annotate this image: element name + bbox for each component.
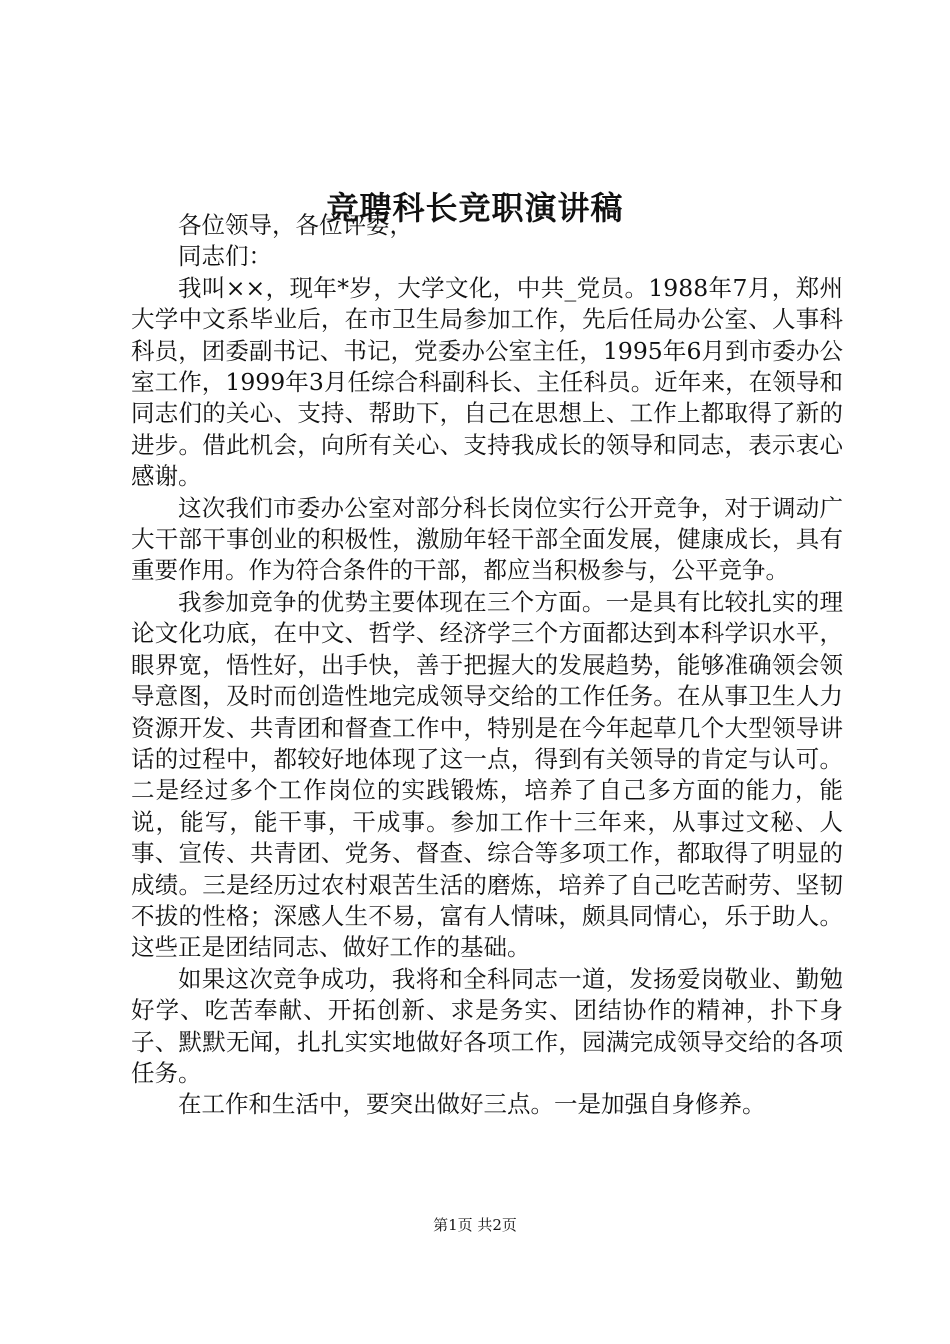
body-paragraph-2: 这次我们市委办公室对部分科长岗位实行公开竞争，对于调动广大干部干事创业的积极性，激励年轻干部全面发展，健康成长，具有重要作用。作为符合条件的干部，都应当积极参与，公平竞争。 <box>131 493 843 585</box>
greeting-line: 同志们： <box>178 242 272 271</box>
page-number-footer: 第1页 共2页 <box>433 1216 517 1234</box>
document-title: 竞聘科长竞职演讲稿 <box>326 189 624 227</box>
body-paragraph-4: 如果这次竞争成功，我将和全科同志一道，发扬爱岗敬业、勤勉好学、吃苦奉献、开拓创新、求是务实、团结协作的精神，扑下身子、默默无闻，扎扎实实地做好各项工作，园满完成领导交给的各项任务。 <box>131 964 843 1087</box>
document-body <box>131 210 843 1121</box>
body-paragraph-3: 我参加竞争的优势主要体现在三个方面。一是具有比较扎实的理论文化功底，在中文、哲学、经济学三个方面都达到本科学识水平，眼界宽，悟性好，出手快，善于把握大的发展趋势，能够准确领会领导意图，及时而创造性地完成领导交给的工作任务。在从事卫生人力资源开发、共青团和督查工作中，特别是在今年起草几个大型领导讲话的过程中，都较好地体现了这一点，得到有关领导的肯定与认可。二是经过多个工作岗位的实践锻炼，培养了自己多方面的能力，能说，能写，能干事，干成事。参加工作十三年来，从事过文秘、人事、宣传、共青团、党务、督查、综合等多项工作，都取得了明显的成绩。三是经历过农村艰苦生活的磨炼，培养了自己吃苦耐劳、坚韧不拔的性格；深感人生不易，富有人情味，颇具同情心，乐于助人。这些正是团结同志、做好工作的基础。 <box>131 587 843 962</box>
salutation-line: 各位领导，各位评委， <box>178 211 413 239</box>
body-paragraph-1: 我叫××，现年*岁，大学文化，中共_党员。1988年7月，郑州大学中文系毕业后，在市卫生局参加工作，先后任局办公室、人事科科员，团委副书记、书记，党委办公室主任，1995年6月到市委办公室工作，1999年3月任综合科副科长、主任科员。近年来，在领导和同志们的关心、支持、帮助下，自己在思想上、工作上都取得了新的进步。借此机会，向所有关心、支持我成长的领导和同志，表示衷心感谢。 <box>131 273 843 491</box>
body-paragraph-5: 在工作和生活中，要突出做好三点。一是加强自身修养。 <box>178 1090 766 1119</box>
